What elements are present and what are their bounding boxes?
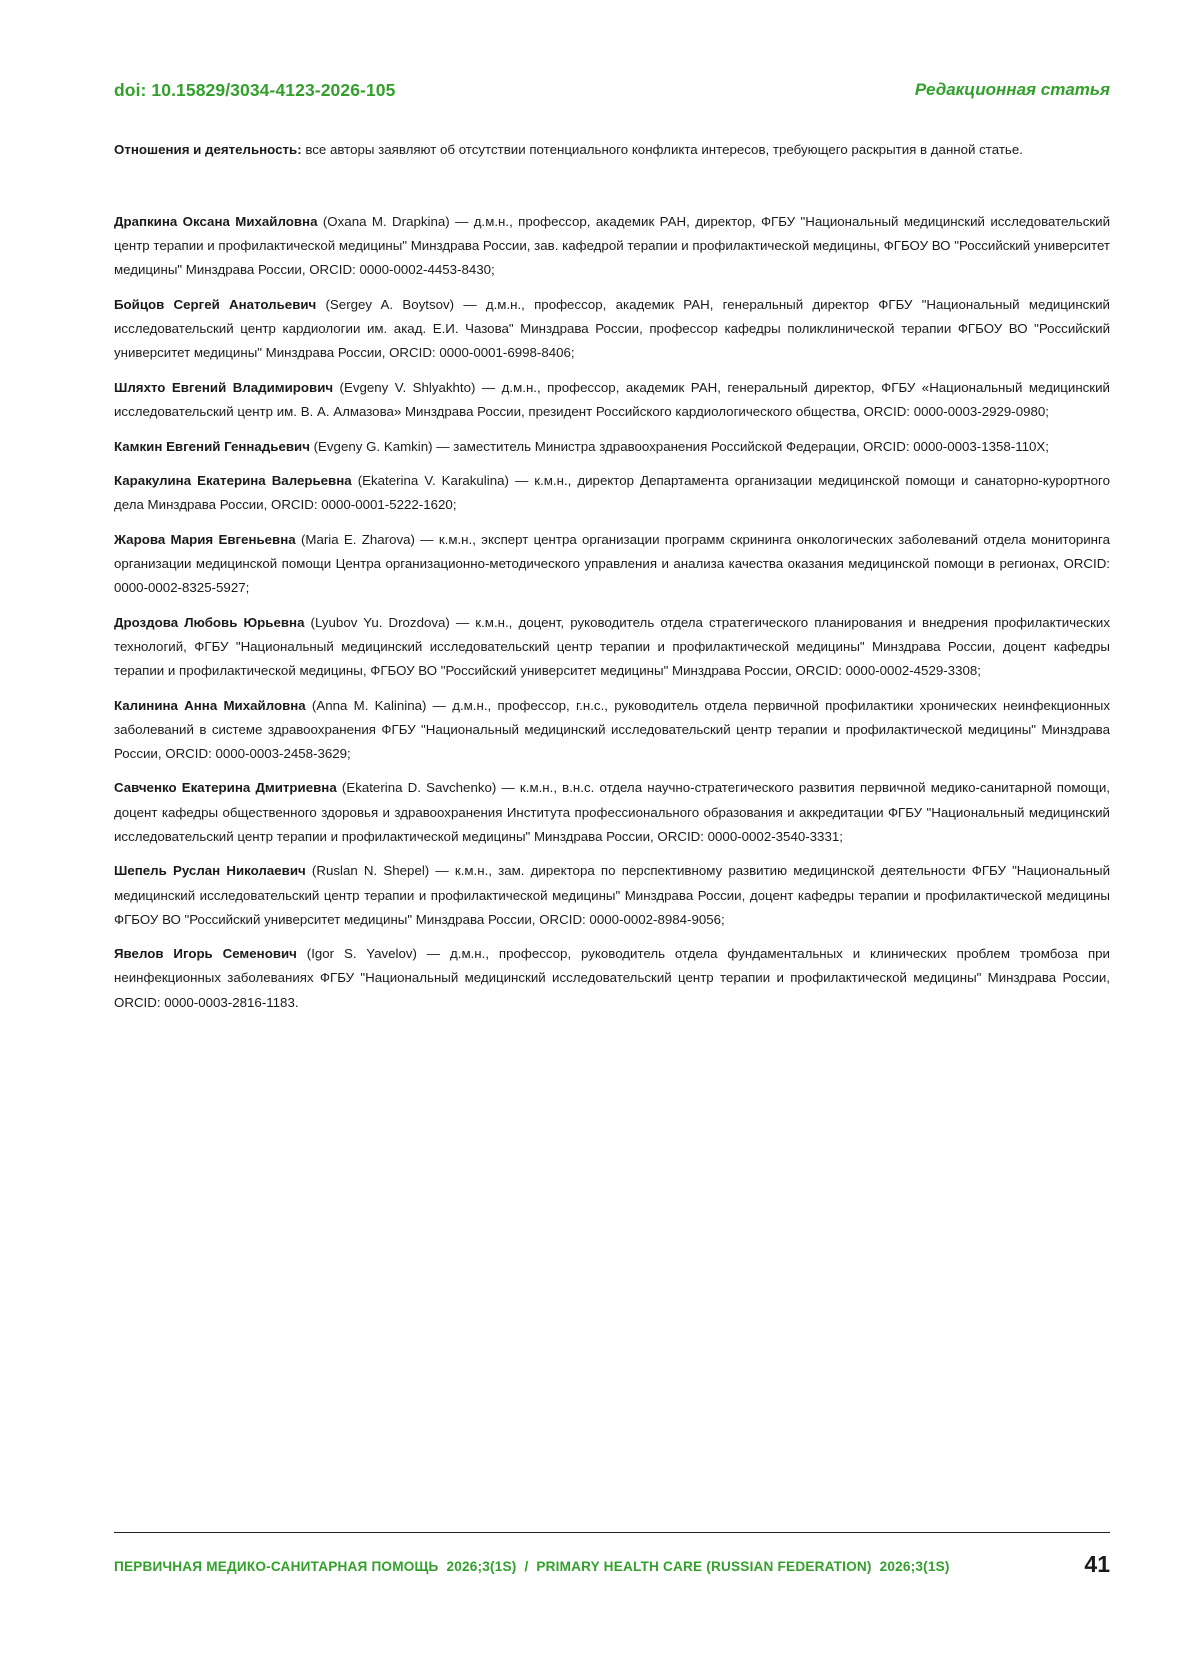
disclosure-text: все авторы заявляют об отсутствии потенциального конфликта интересов, требующего раскрытия в данной статье. xyxy=(301,142,1023,157)
page-header xyxy=(114,80,1110,106)
author-details: (Evgeny G. Kamkin) — заместитель Министра здравоохранения Российской Федерации, ORCID: 0000-0003-1358-110X; xyxy=(309,438,1049,454)
author-entry xyxy=(114,469,1110,517)
conflict-of-interest-statement xyxy=(114,140,1110,160)
author-name: Шепель Руслан Николаевич xyxy=(114,863,306,879)
journal-title: ПЕРВИЧНАЯ МЕДИКО-САНИТАРНАЯ ПОМОЩЬ 2026;3(1S) / PRIMARY HEALTH CARE (RUSSIAN FEDERATION) 2026;3(1S) xyxy=(114,1559,950,1574)
author-details: (Anna M. Kalinina) — д.м.н., профессор, г.н.с., руководитель отдела первичной профилактики хронических неинфекционных заболеваний в системе здравоохранения ФГБУ "Национальный медицинский исследовательский центр терапии и профилактической медицины" Минздрава России, ORCID: 0000-0003-2458-3629; xyxy=(114,697,1110,761)
author-entry xyxy=(114,694,1110,767)
section-type-label: Редакционная статья xyxy=(914,80,1110,99)
author-details: (Evgeny V. Shlyakhto) — д.м.н., профессор, академик РАН, генеральный директор, ФГБУ «Национальный медицинский исследовательский центр им. В. А. Алмазова» Минздрава России, президент Российского кардиологического общества, ORCID: 0000-0003-2929-0980; xyxy=(114,379,1110,420)
author-name: Шляхто Евгений Владимирович xyxy=(114,379,334,395)
author-entry xyxy=(114,942,1110,1015)
author-name: Драпкина Оксана Михайловна xyxy=(114,214,318,229)
author-details: (Lyubov Yu. Drozdova) — к.м.н., доцент, руководитель отдела стратегического планирования и внедрения профилактических технологий, ФГБУ "Национальный медицинский исследовательский центр терапии и профилактической медицины" Минздрава России, доцент кафедры терапии и профилактической медицины, ФГБОУ ВО "Российский университет медицины" Минздрава России, ORCID: 0000-0002-4529-3308; xyxy=(114,614,1110,679)
author-details: (Maria E. Zharova) — к.м.н., эксперт центра организации программ скрининга онкологических заболеваний отдела мониторинга организации медицинской помощи Центра организационно-методического управления и анализа качества оказания медицинской помощи в регионах, ORCID: 0000-0002-8325-5927; xyxy=(114,531,1110,596)
page-number: 41 xyxy=(1084,1551,1110,1577)
author-entry xyxy=(114,859,1110,932)
author-entry xyxy=(114,210,1110,283)
author-details: (Ekaterina D. Savchenko) — к.м.н., в.н.с. отдела научно-стратегического развития первичной медико-санитарной помощи, доцент кафедры общественного здоровья и здравоохранения Института профессионального образования и аккредитации ФГБУ "Национальный медицинский исследовательский центр терапии и профилактической медицины" Минздрава России, ORCID: 0000-0002-3540-3331; xyxy=(114,780,1110,844)
footer-divider xyxy=(114,1532,1110,1533)
author-details: (Ekaterina V. Karakulina) — к.м.н., директор Департамента организации медицинской помощи и санаторно-курортного дела Минздрава России, ORCID: 0000-0001-5222-1620; xyxy=(114,473,1111,513)
author-entry xyxy=(114,435,1110,459)
author-list xyxy=(114,210,1110,1025)
author-details: (Igor S. Yavelov) — д.м.н., профессор, руководитель отдела фундаментальных и клинических проблем тромбоза при неинфекционных заболеваниях ФГБУ "Национальный медицинский исследовательский центр терапии и профилактической медицины" Минздрава России, ORCID: 0000-0003-2816-1183. xyxy=(114,946,1110,1010)
author-name: Савченко Екатерина Дмитриевна xyxy=(114,780,337,796)
author-name: Бойцов Сергей Анатольевич xyxy=(114,296,317,312)
author-name: Каракулина Екатерина Валерьевна xyxy=(114,473,352,489)
author-entry xyxy=(114,611,1110,684)
author-name: Камкин Евгений Геннадьевич xyxy=(114,438,310,454)
disclosure-label: Отношения и деятельность: xyxy=(114,142,302,157)
author-name: Калинина Анна Михайловна xyxy=(114,697,306,713)
author-entry xyxy=(114,528,1110,601)
author-name: Жарова Мария Евгеньевна xyxy=(114,531,296,547)
author-entry xyxy=(114,376,1110,424)
author-name: Явелов Игорь Семенович xyxy=(114,946,297,962)
author-name: Дроздова Любовь Юрьевна xyxy=(114,614,305,630)
author-details: (Sergey A. Boytsov) — д.м.н., профессор, академик РАН, генеральный директор ФГБУ "Национальный медицинский исследовательский центр кардиологии им. акад. Е.И. Чазова" Минздрава России, профессор кафедры поликлинической терапии ФГБОУ ВО "Российский университет медицины" Минздрава России, ORCID: 0000-0001-6998-8406; xyxy=(114,296,1110,361)
author-details: (Ruslan N. Shepel) — к.м.н., зам. директора по перспективному развитию медицинской деятельности ФГБУ "Национальный медицинский исследовательский центр терапии и профилактической медицины" Минздрава России, доцент кафедры терапии и профилактической медицины ФГБОУ ВО "Российский университет медицины" Минздрава России, ORCID: 0000-0002-8984-9056; xyxy=(114,863,1110,927)
author-entry xyxy=(114,776,1110,849)
doi-link[interactable]: doi: 10.15829/3034-4123-2026-105 xyxy=(114,80,396,100)
author-entry xyxy=(114,293,1110,366)
author-details: (Oxana M. Drapkina) — д.м.н., профессор, академик РАН, директор, ФГБУ "Национальный медицинский исследовательский центр терапии и профилактической медицины" Минздрава России, зав. кафедрой терапии и профилактической медицины, ФГБОУ ВО "Российский университет медицины" Минздрава России, ORCID: 0000-0002-4453-8430; xyxy=(114,214,1111,278)
